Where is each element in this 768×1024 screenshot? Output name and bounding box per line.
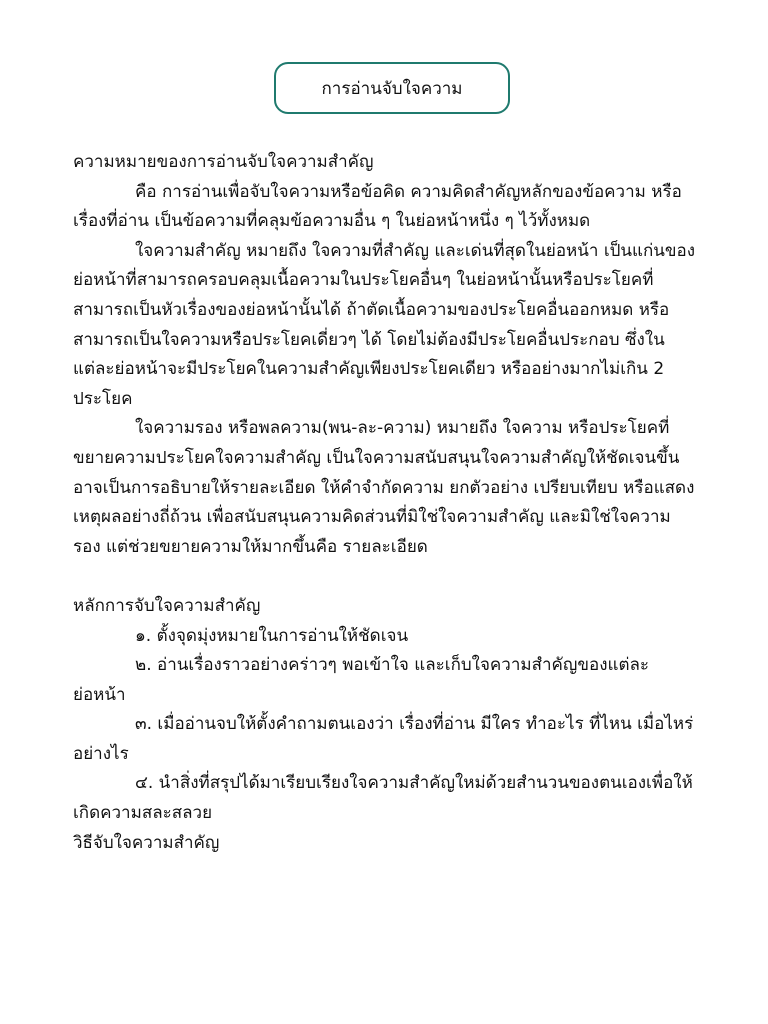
document-body (73, 148, 698, 858)
section-heading-principles: หลักการจับใจความสำคัญ (73, 595, 261, 616)
section-heading-method: วิธีจับใจความสำคัญ (73, 832, 220, 853)
list-item: ๔. นำสิ่งที่สรุปได้มาเรียบเรียงใจความสำคัญใหม่ด้วยสำนวนของตนเองเพื่อให้เกิดความสละสลวย (73, 773, 693, 824)
blank-line (73, 562, 698, 592)
section-heading-meaning: ความหมายของการอ่านจับใจความสำคัญ (73, 152, 374, 172)
page-title: การอ่านจับใจความ (321, 78, 463, 99)
list-item: ๑. ตั้งจุดมุ่งหมายในการอ่านให้ชัดเจน (135, 625, 409, 646)
list-item: ๓. เมื่ออ่านจบให้ตั้งคำถามตนเองว่า เรื่องที่อ่าน มีใคร ทำอะไร ที่ไหน เมื่อไหร่ อย่างไร (73, 714, 694, 764)
list-item: ๒. อ่านเรื่องราวอย่างคร่าวๆ พอเข้าใจ และเก็บใจความสำคัญของแต่ละย่อหน้า (73, 655, 650, 705)
paragraph-main-idea: ใจความสำคัญ หมายถึง ใจความที่สำคัญ และเด่นที่สุดในย่อหน้า เป็นแก่นของย่อหน้าที่สามารถครอบคลุมเนื้อความในประโยคอื่นๆ ในย่อหน้านั้นหรือประโยคที่สามารถเป็นหัวเรื่องของย่อหน้านั้นได้ ถ้าตัดเนื้อความของประโยคอื่นออกหมด หรือสามารถเป็นใจความหรือประโยคเดี่ยวๆ ได้ โดยไม่ต้องมีประโยคอื่นประกอบ ซึ่งในแต่ละย่อหน้าจะมีประโยคในความสำคัญเพียงประโยคเดียว หรืออย่างมากไม่เกิน 2 ประโยค (73, 240, 696, 409)
paragraph-definition: คือ การอ่านเพื่อจับใจความหรือข้อคิด ความคิดสำคัญหลักของข้อความ หรือเรื่องที่อ่าน เป็นข้อความที่คลุมข้อความอื่น ๆ ในย่อหน้าหนึ่ง ๆ ไว้ทั้งหมด (73, 181, 682, 232)
title-box (274, 62, 510, 114)
paragraph-supporting-idea: ใจความรอง หรือพลความ(พน-ละ-ความ) หมายถึง ใจความ หรือประโยคที่ขยายความประโยคใจความสำคัญ เป็นใจความสนับสนุนใจความสำคัญให้ชัดเจนขึ้น อาจเป็นการอธิบายให้รายละเอียด ให้คำจำกัดความ ยกตัวอย่าง เปรียบเทียบ หรือแสดงเหตุผลอย่างถี่ถ้วน เพื่อสนับสนุนความคิดส่วนที่มิใช่ใจความสำคัญ และมิใช่ใจความรอง แต่ช่วยขยายความให้มากขึ้นคือ รายละเอียด (73, 418, 695, 557)
